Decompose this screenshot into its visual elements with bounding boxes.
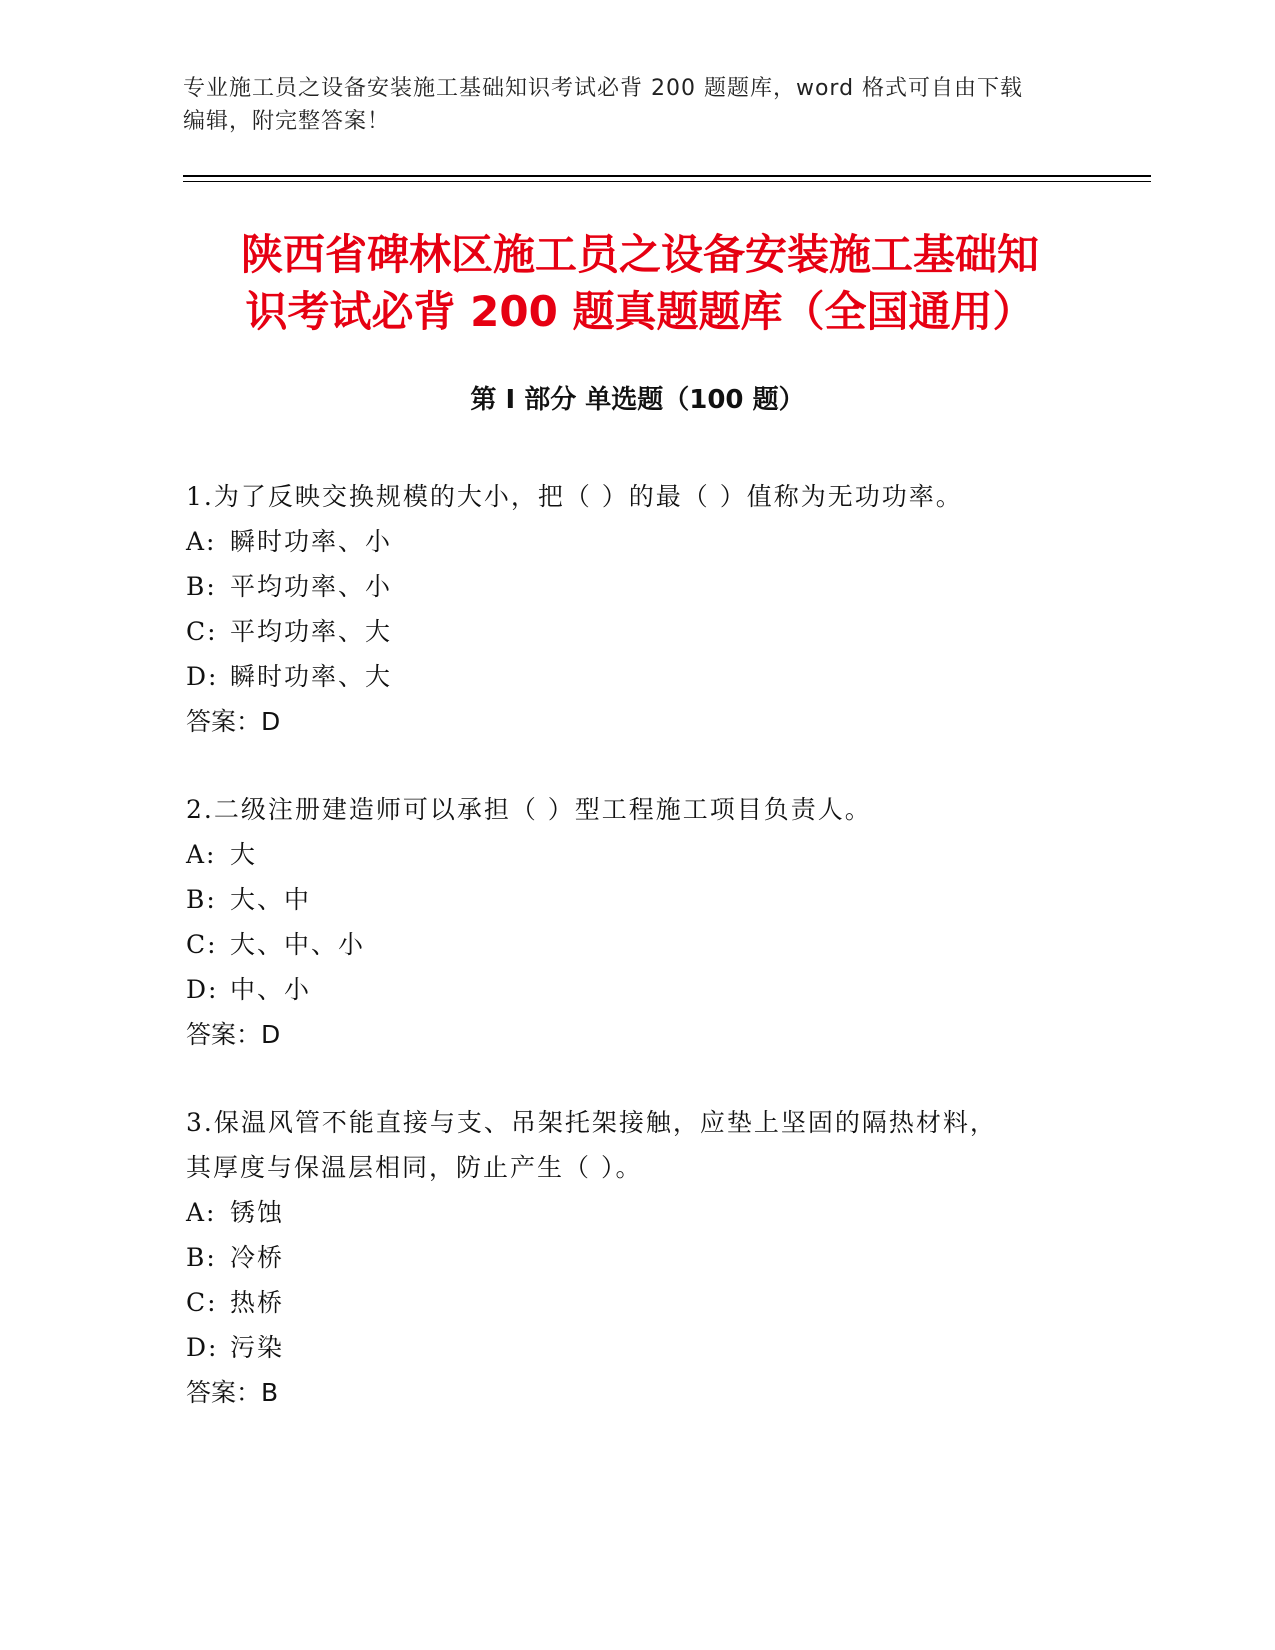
header-note-line-1: 专业施工员之设备安装施工基础知识考试必背 200 题题库，word 格式可自由下载 [183, 76, 1024, 101]
option-letter: B: [186, 572, 217, 601]
option-text: 平均功率、小 [230, 572, 393, 601]
question-stem-line-2: 其厚度与保温层相同，防止产生（ ）。 [186, 1153, 643, 1182]
option-d [186, 654, 1086, 699]
option-letter: B: [186, 1243, 217, 1272]
option-b [186, 1235, 1086, 1280]
document-title-line-1: 陕西省碑林区施工员之设备安装施工基础知 [240, 230, 1039, 279]
option-a [186, 519, 1086, 564]
answer: 答案：D [186, 707, 281, 736]
header-divider-thin [183, 181, 1151, 182]
option-a [186, 1190, 1086, 1235]
option-text: 污染 [230, 1333, 285, 1362]
option-c [186, 922, 1086, 967]
option-letter: A: [186, 527, 217, 556]
option-letter: C: [186, 1288, 218, 1317]
question-3 [186, 1100, 1086, 1415]
option-d [186, 1325, 1086, 1370]
question-list [186, 474, 1086, 1415]
option-text: 瞬时功率、大 [230, 662, 393, 691]
question-spacer [186, 744, 1086, 787]
option-text: 中、小 [230, 975, 312, 1004]
answer: 答案：D [186, 1020, 281, 1049]
question-2 [186, 787, 1086, 1057]
option-b [186, 877, 1086, 922]
question-stem: 1.为了反映交换规模的大小，把（ ）的最（ ）值称为无功功率。 [186, 482, 963, 511]
header-divider-thick [183, 175, 1151, 177]
option-d [186, 967, 1086, 1012]
question-1 [186, 474, 1086, 744]
option-letter: A: [186, 840, 217, 869]
option-text: 大、中、小 [230, 930, 366, 959]
option-letter: D: [186, 1333, 219, 1362]
option-letter: B: [186, 885, 217, 914]
option-letter: D: [186, 662, 219, 691]
option-c [186, 609, 1086, 654]
document-title [190, 226, 1090, 340]
option-letter: C: [186, 617, 218, 646]
option-b [186, 564, 1086, 609]
question-stem: 2.二级注册建造师可以承担（ ）型工程施工项目负责人。 [186, 795, 872, 824]
option-text: 大、中 [230, 885, 312, 914]
option-a [186, 832, 1086, 877]
answer: 答案：B [186, 1378, 279, 1407]
option-text: 大 [230, 840, 258, 869]
option-text: 瞬时功率、小 [230, 527, 393, 556]
question-spacer [186, 1057, 1086, 1100]
document-title-line-2: 识考试必背 200 题真题题库（全国通用） [245, 287, 1035, 336]
section-heading: 第 I 部分 单选题（100 题） [470, 385, 805, 415]
option-letter: C: [186, 930, 218, 959]
option-letter: A: [186, 1198, 217, 1227]
option-text: 热桥 [230, 1288, 285, 1317]
header-note [183, 72, 1083, 138]
question-stem-line-1: 3.保温风管不能直接与支、吊架托架接触，应垫上坚固的隔热材料， [186, 1108, 997, 1137]
option-text: 平均功率、大 [230, 617, 393, 646]
option-text: 锈蚀 [230, 1198, 285, 1227]
option-letter: D: [186, 975, 219, 1004]
header-note-line-2: 编辑，附完整答案！ [183, 109, 391, 134]
option-c [186, 1280, 1086, 1325]
option-text: 冷桥 [230, 1243, 285, 1272]
